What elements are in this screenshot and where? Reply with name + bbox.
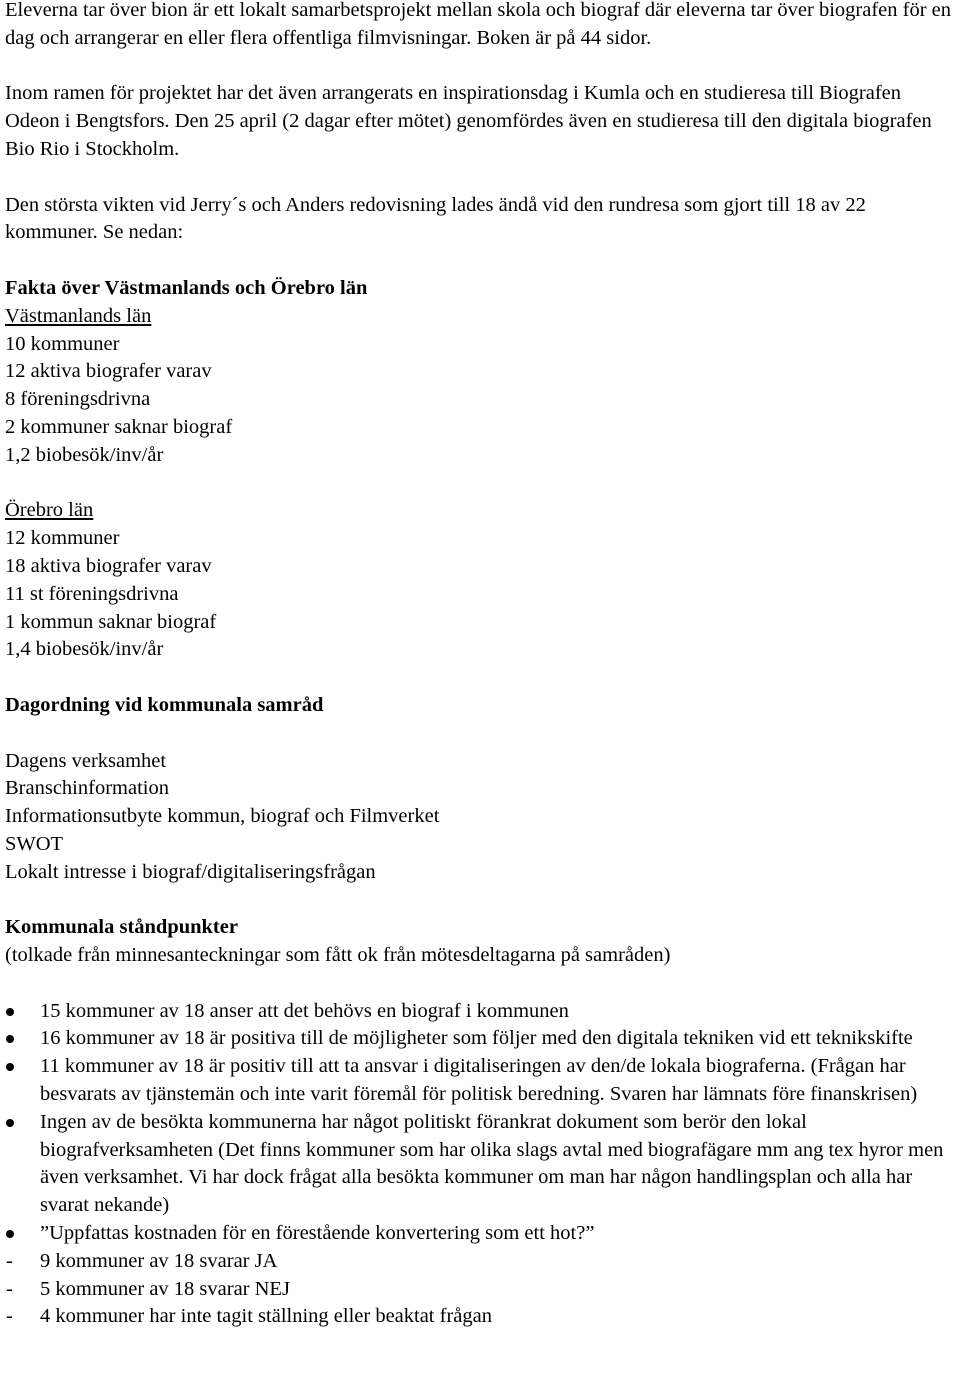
vastmanland-line: 2 kommuner saknar biograf — [5, 415, 233, 438]
dash-mark: - — [6, 1249, 13, 1272]
orebro-line: 12 kommuner — [5, 527, 120, 550]
dash-text: 9 kommuner av 18 svarar JA — [40, 1249, 278, 1272]
positions-subheading: (tolkade från minnesanteckningar som fått ok från mötesdeltagarna på samråden) — [5, 944, 671, 967]
facts-heading: Fakta över Västmanlands och Örebro län — [5, 276, 368, 299]
orebro-line: 18 aktiva biografer varav — [5, 554, 212, 577]
bullet-icon — [6, 1035, 14, 1043]
bullet-icon — [6, 1063, 14, 1071]
orebro-line: 1 kommun saknar biograf — [5, 610, 217, 633]
bullet-text: ”Uppfattas kostnaden för en förestående konvertering som ett hot?” — [40, 1222, 595, 1245]
positions-heading: Kommunala ståndpunkter — [5, 916, 238, 939]
dash-mark: - — [6, 1305, 13, 1328]
agenda-item: SWOT — [5, 832, 64, 855]
bullet-text: 15 kommuner av 18 anser att det behövs en biograf i kommunen — [40, 999, 569, 1022]
bullet-item — [5, 1109, 956, 1220]
spacer — [5, 664, 956, 692]
spacer — [5, 720, 956, 748]
orebro-line: 11 st föreningsdrivna — [5, 582, 179, 605]
dash-item — [5, 1276, 956, 1304]
vastmanland-line: 1,2 biobesök/inv/år — [5, 443, 164, 466]
bullet-icon — [6, 1119, 14, 1127]
dash-item — [5, 1303, 956, 1331]
bullet-text: Ingen av de besökta kommunerna har något politiskt förankrat dokument som berör den lokal biografverksamheten (Det finns kommuner som har olika slags avtal med biografägare mm ang tex hyror men även verksamhet. Vi har dock frågat alla besökta kommuner om man har någon handlingsplan och alla har svarat nekande) — [40, 1110, 944, 1217]
vastmanland-line: 10 kommuner — [5, 332, 120, 355]
bullet-item — [5, 998, 956, 1026]
intro-paragraph-3: Den största vikten vid Jerry´s och Anders redovisning lades ändå vid den rundresa som gjort till 18 av 22 kommuner. Se nedan: — [5, 193, 866, 244]
orebro-line: 1,4 biobesök/inv/år — [5, 638, 164, 661]
intro-paragraph-1: Eleverna tar över bion är ett lokalt samarbetsprojekt mellan skola och biograf där eleverna tar över biografen för en dag och arrangerar en eller flera offentliga filmvisningar. Boken är på 44 sidor. — [5, 0, 952, 49]
bullet-item — [5, 1025, 956, 1053]
agenda-item: Lokalt intresse i biograf/digitaliseringsfrågan — [5, 860, 376, 883]
agenda-item: Informationsutbyte kommun, biograf och Filmverket — [5, 805, 440, 828]
agenda-item: Dagens verksamhet — [5, 749, 167, 772]
spacer — [5, 164, 956, 192]
dash-mark: - — [6, 1277, 13, 1300]
bullet-icon — [6, 1230, 14, 1238]
spacer — [5, 470, 956, 498]
positions-bullet-list — [5, 998, 956, 1248]
vastmanland-line: 8 föreningsdrivna — [5, 388, 151, 411]
vastmanland-line: 12 aktiva biografer varav — [5, 360, 212, 383]
dash-text: 4 kommuner har inte tagit ställning eller beaktat frågan — [40, 1305, 492, 1328]
dash-item — [5, 1248, 956, 1276]
dash-text: 5 kommuner av 18 svarar NEJ — [40, 1277, 290, 1300]
bullet-item — [5, 1053, 956, 1109]
bullet-icon — [6, 1008, 14, 1016]
spacer — [5, 970, 956, 998]
intro-paragraph-2: Inom ramen för projektet har det även arrangerats en inspirationsdag i Kumla och en studieresa till Biografen Odeon i Bengtsfors. Den 25 april (2 dagar efter mötet) genomfördes även en studieresa till den digitala biografen Bio Rio i Stockholm. — [5, 82, 932, 160]
vastmanland-title: Västmanlands län — [5, 304, 152, 327]
spacer — [5, 247, 956, 275]
spacer — [5, 887, 956, 915]
spacer — [5, 53, 956, 81]
bullet-text: 16 kommuner av 18 är positiva till de möjligheter som följer med den digitala tekniken vid ett teknikskifte — [40, 1027, 913, 1050]
bullet-text: 11 kommuner av 18 är positiv till att ta ansvar i digitaliseringen av den/de lokala biograferna. (Frågan har besvarats av tjänstemän och inte varit föremål för politisk beredning. Svaren har lämnats före finanskrisen) — [40, 1055, 918, 1106]
orebro-title: Örebro län — [5, 499, 94, 522]
bullet-item — [5, 1220, 956, 1248]
agenda-heading: Dagordning vid kommunala samråd — [5, 693, 324, 716]
agenda-item: Branschinformation — [5, 777, 169, 800]
